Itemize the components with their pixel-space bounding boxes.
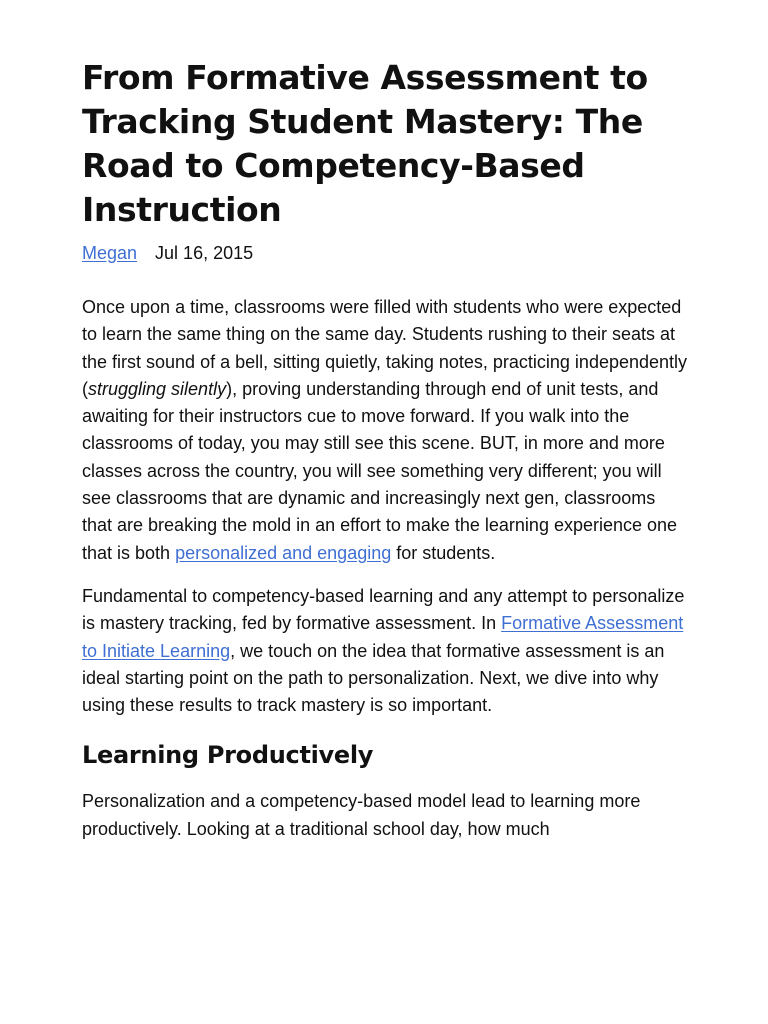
link-formative-assessment[interactable]: Formative Assessment to Initiate Learning	[82, 613, 684, 661]
publish-date: Jul 16, 2015	[155, 243, 254, 263]
paragraph-mastery-text-2: , we touch on the idea that formative assessment is an ideal starting point on the path to personalization. Next, we dive into why using these results to track mastery is so important.	[82, 640, 665, 716]
paragraph-intro-text-2: ), proving understanding through end of unit tests, and awaiting for their instructors cue to move forward. If you walk into the classrooms of today, you may still see this scene. BUT, in more and more classes across the country, you will see something very different; you will see classrooms that are dynamic and increasingly next gen, classrooms that are breaking the mold in an effort to make the learning experience one that is both	[82, 378, 678, 563]
paragraph-mastery-tracking	[82, 583, 690, 719]
paragraph-intro-text-3: for students.	[391, 542, 496, 563]
article-meta	[82, 240, 690, 266]
paragraph-intro-text-1: Once upon a time, classrooms were filled with students who were expected to learn the same thing on the same day. Students rushing to their seats at the first sound of a bell, sitting quietly, taking notes, practicing independently (	[82, 297, 688, 399]
paragraph-intro	[82, 294, 690, 567]
article-title: From Formative Assessment to Tracking Student Mastery: The Road to Competency-Based Instruction	[82, 58, 648, 229]
article	[82, 56, 690, 843]
section-heading-learning-productively: Learning Productively	[82, 741, 374, 770]
link-personalized-and-engaging[interactable]: personalized and engaging	[175, 542, 392, 563]
paragraph-learning-productively: Personalization and a competency-based model lead to learning more productively. Looking at a traditional school day, how much	[82, 791, 641, 839]
emphasis-struggling-silently: struggling silently	[88, 378, 227, 399]
author-link[interactable]: Megan	[82, 243, 138, 263]
paragraph-mastery-text-1: Fundamental to competency-based learning and any attempt to personalize is mastery tracking, fed by formative assessment. In	[82, 585, 685, 634]
